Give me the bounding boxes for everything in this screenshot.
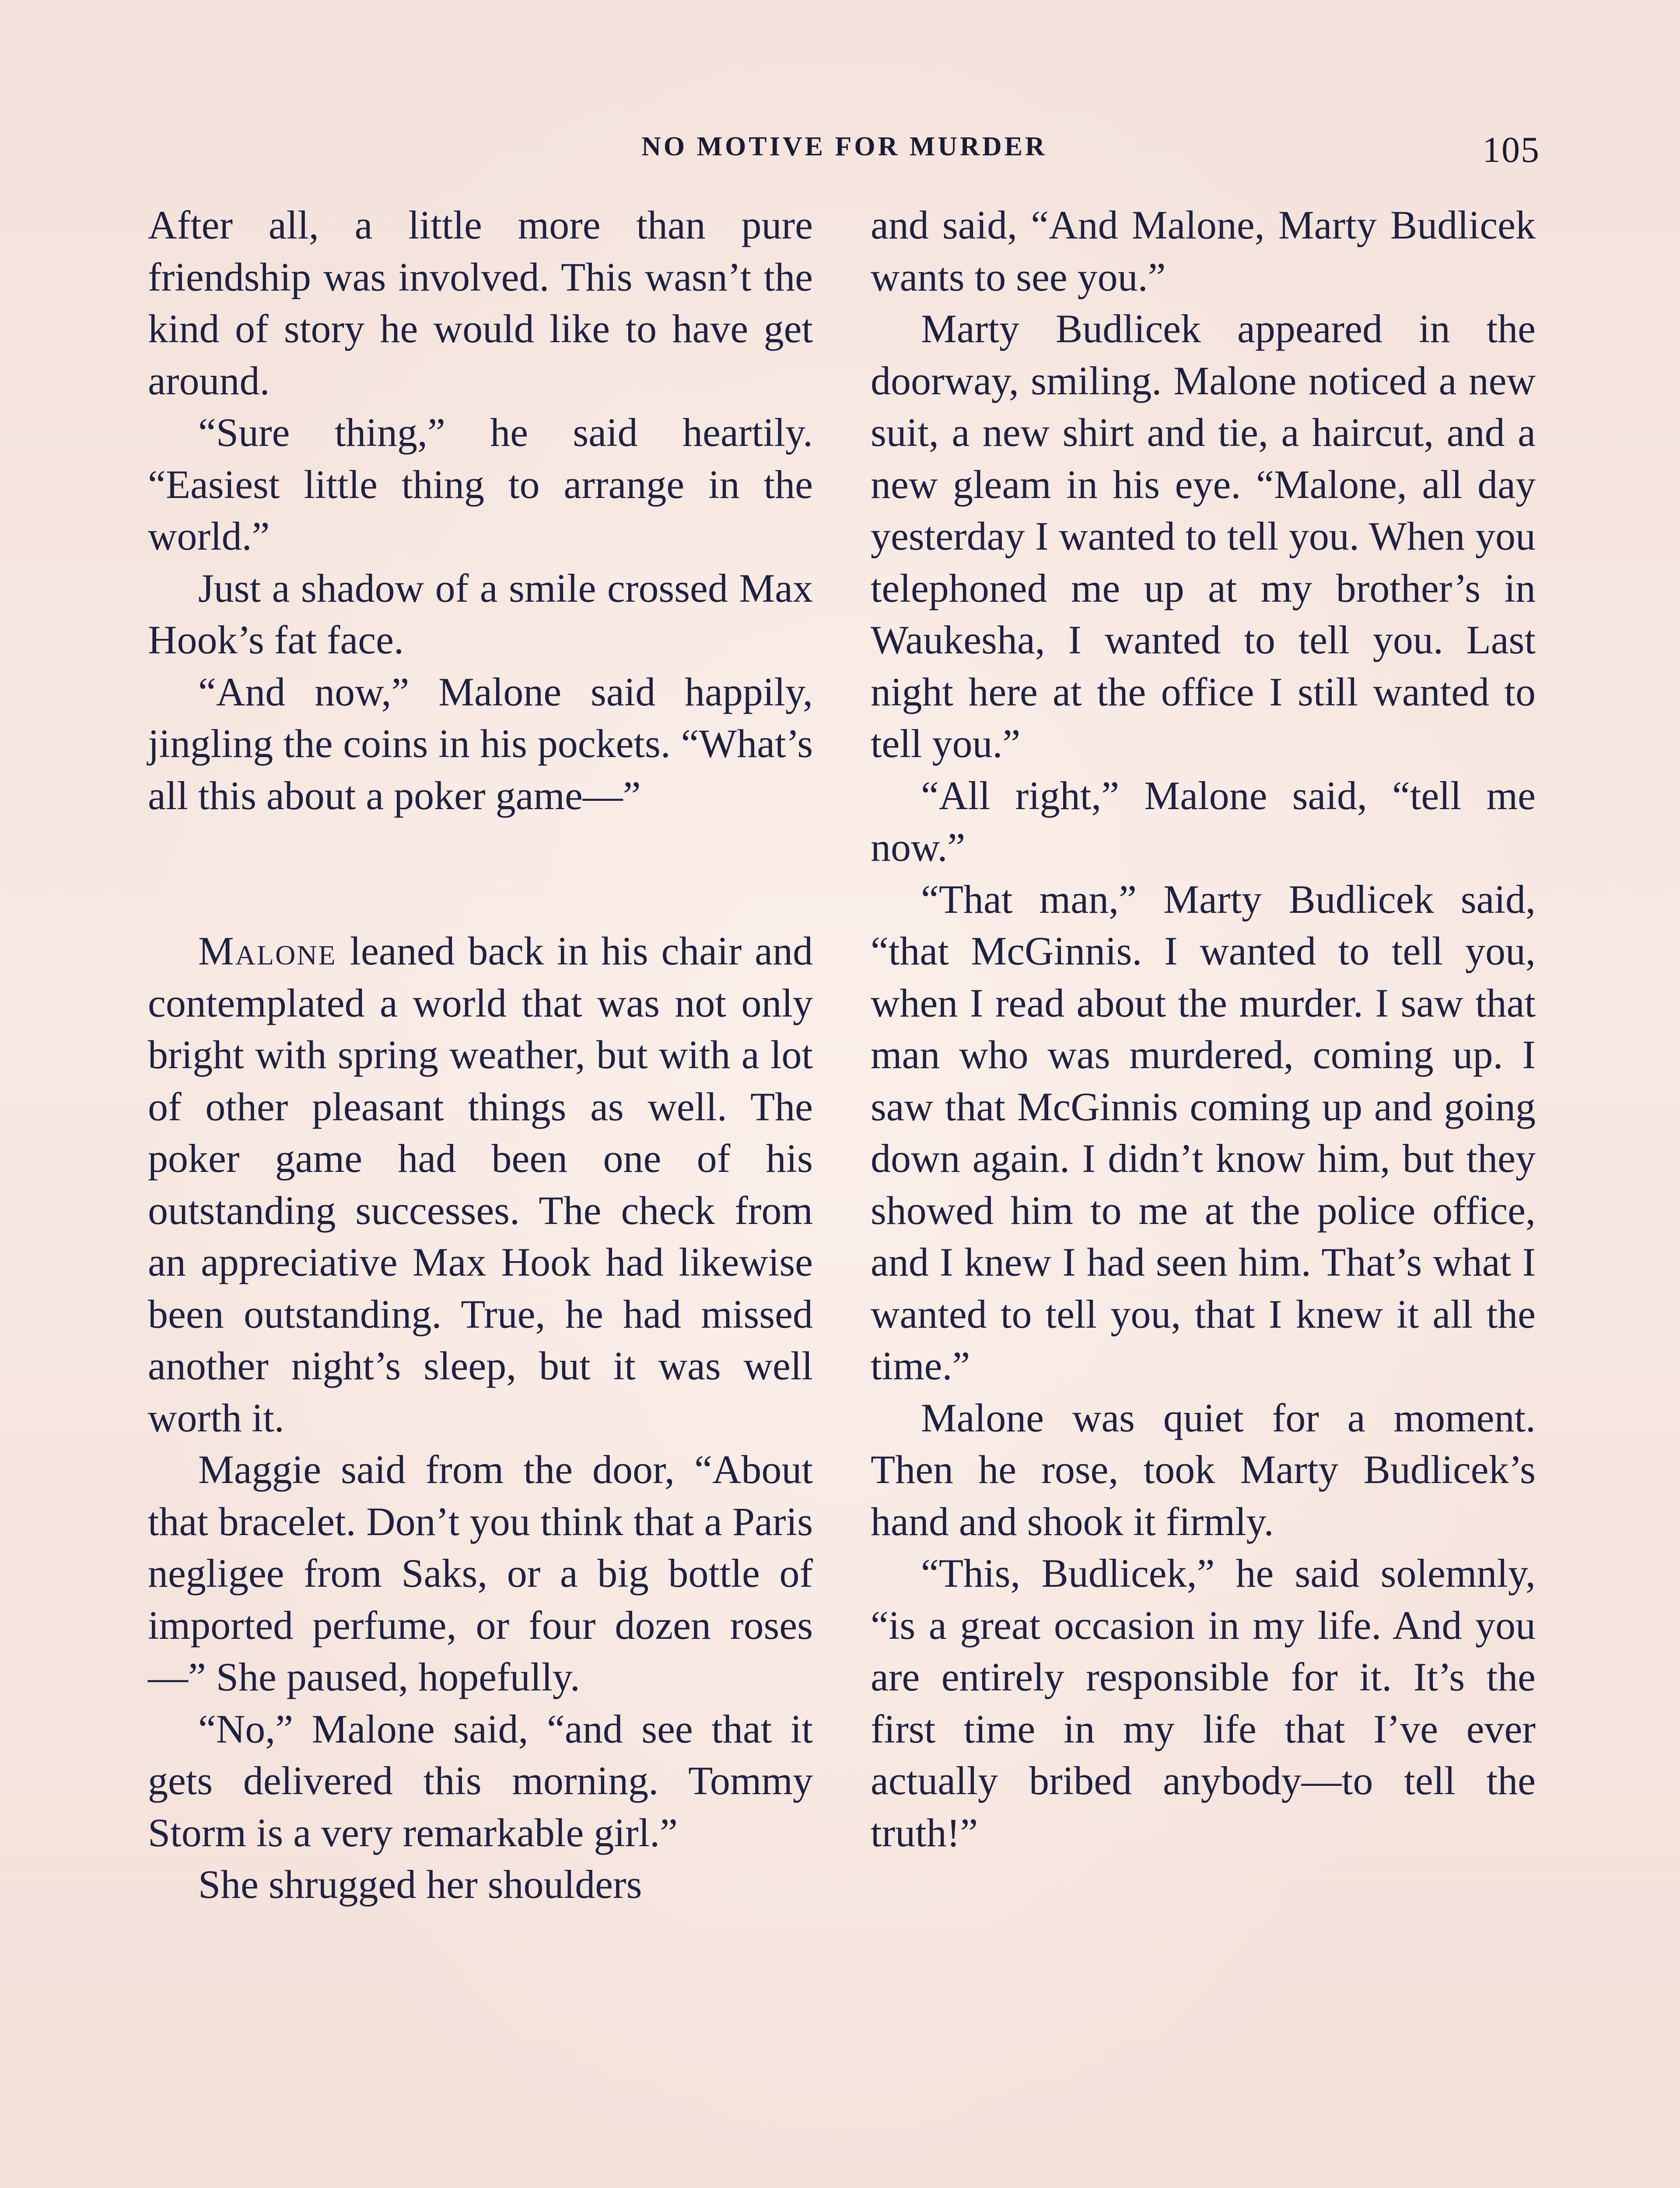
- paragraph: “No,” Malone said, “and see that it gets delivered this morning. Tommy Storm is a very remarkable girl.”: [148, 1706, 813, 1855]
- section-first-word: Malone: [198, 929, 337, 973]
- paragraph: “Sure thing,” he said heartily. “Easiest little thing to arrange in the world.”: [148, 410, 813, 558]
- left-column: [148, 199, 813, 1911]
- page-header: [149, 131, 1540, 179]
- paragraph: She shrugged her shoulders: [198, 1862, 642, 1907]
- paragraph: “This, Budlicek,” he said solemnly, “is a great occasion in my life. And you are entirely responsible for it. It’s the first time in my life that I’ve ever actually bribed anybody—to tell the truth!”: [871, 1551, 1536, 1855]
- right-column: [871, 199, 1536, 1858]
- paragraph: Malone was quiet for a moment. Then he rose, took Marty Budlicek’s hand and shook it firmly.: [871, 1395, 1536, 1544]
- paragraph: Marty Budlicek appeared in the doorway, smiling. Malone noticed a new suit, a new shirt and tie, a haircut, and a new gleam in his eye. “Malone, all day yesterday I wanted to tell you. When you telephoned me up at my brother’s in Waukesha, I wanted to tell you. Last night here at the office I still wanted to tell you.”: [871, 306, 1536, 766]
- paragraph: After all, a little more than pure friendship was involved. This wasn’t the kind of story he would like to have get around.: [148, 203, 813, 403]
- section-opening-text: leaned back in his chair and contemplated a world that was not only bright with spring weather, but with a lot of other pleasant things as well. The poker game had been one of his outstanding successes. The check from an appreciative Max Hook had likewise been outstanding. True, he had missed another night’s sleep, but it was well worth it.: [148, 929, 813, 1440]
- paragraph: and said, “And Malone, Marty Budlicek wants to see you.”: [871, 203, 1536, 299]
- section-opening-paragraph: [148, 925, 813, 1444]
- running-head-title: NO MOTIVE FOR MURDER: [641, 132, 1047, 161]
- page-number: 105: [1482, 130, 1540, 170]
- section-break: [148, 821, 813, 925]
- paragraph: “And now,” Malone said happily, jingling the coins in his pockets. “What’s all this about a poker game—”: [148, 669, 813, 818]
- paragraph: Just a shadow of a smile crossed Max Hook’s fat face.: [148, 565, 813, 662]
- paragraph: Maggie said from the door, “About that bracelet. Don’t you think that a Paris negligee from Saks, or a big bottle of imported perfume, or four dozen roses—” She paused, hopefully.: [148, 1447, 813, 1699]
- paragraph: “All right,” Malone said, “tell me now.”: [871, 773, 1536, 870]
- paragraph: “That man,” Marty Budlicek said, “that McGinnis. I wanted to tell you, when I read about the murder. I saw that man who was murdered, coming up. I saw that McGinnis coming up and going down again. I didn’t know him, but they showed him to me at the police office, and I knew I had seen him. That’s what I wanted to tell you, that I knew it all the time.”: [871, 877, 1536, 1388]
